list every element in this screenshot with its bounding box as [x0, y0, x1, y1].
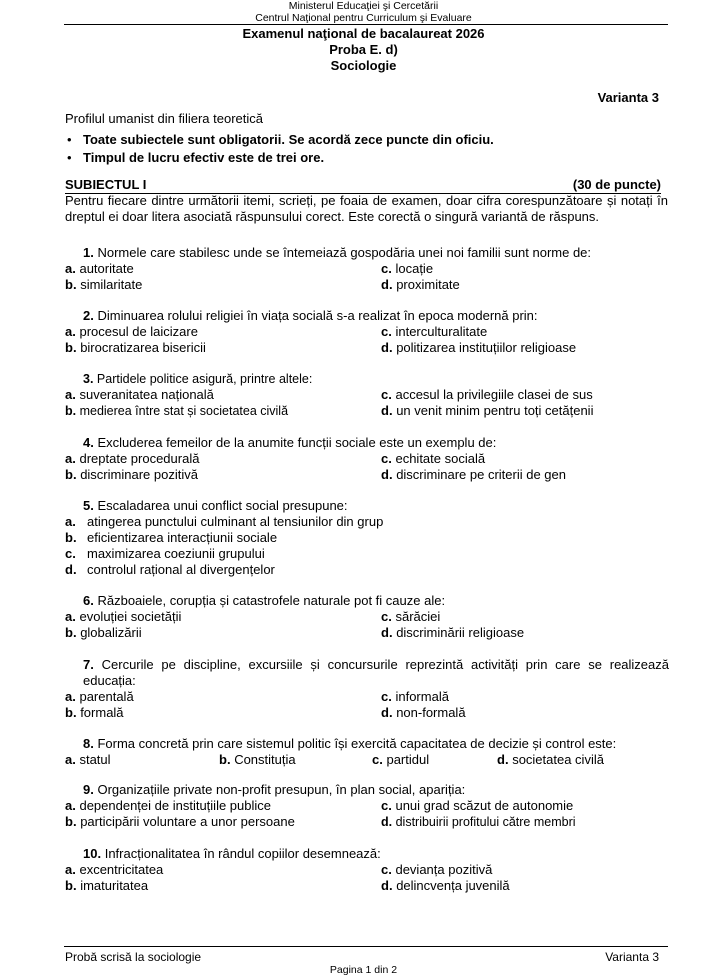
question-2 [65, 308, 669, 356]
section-heading [65, 177, 661, 194]
exam-proba: Proba E. d) [329, 42, 398, 57]
option-d: d. discriminării religioase [381, 625, 525, 640]
bullet-icon: • [67, 132, 72, 147]
option-a: a. dreptate procedurală [65, 451, 200, 466]
section-instructions: Pentru fiecare dintre următorii itemi, scrieți, pe foaia de examen, doar cifra corespunzătoare și notați în dreptul ei doar litera asociată răspunsului corect. Este corectă o singură variantă de răspuns. [65, 193, 668, 224]
exam-subject: Sociologie [330, 58, 397, 73]
question-stem: 10. Infracționalitatea în rândul copiilor desemnează: [83, 846, 381, 861]
option-a: a. suveranitatea națională [65, 387, 214, 402]
bullet-icon: • [67, 150, 72, 165]
question-stem: 5. Escaladarea unui conflict social presupune: [83, 498, 348, 513]
header-divider [64, 24, 668, 25]
section-points: (30 de puncte) [572, 177, 661, 192]
footer-variant: Varianta 3 [605, 950, 659, 964]
footer-divider [64, 946, 668, 947]
question-stem: 8. Forma concretă prin care sistemul politic își exercită capacitatea de decizie și control este: [83, 736, 617, 751]
question-9 [65, 782, 669, 830]
question-stem: 1. Normele care stabilesc unde se întemeiază gospodăria unei noi familii sunt norme de: [83, 245, 592, 260]
center-name: Centrul Naţional pentru Curriculum şi Evaluare [255, 12, 472, 24]
question-5 [65, 498, 669, 578]
question-4 [65, 435, 669, 483]
option-b: b. formală [65, 705, 124, 720]
option-a: a. procesul de laicizare [65, 324, 198, 339]
rules-list [65, 131, 494, 167]
question-7 [65, 657, 669, 721]
variant-label: Varianta 3 [597, 90, 659, 105]
option-c: c. devianța pozitivă [381, 862, 493, 877]
option-a: a. dependenței de instituțiile publice [65, 798, 271, 813]
option-c: c. accesul la privilegiile clasei de sus [381, 387, 593, 402]
question-8 [65, 736, 669, 768]
option-b: b. eficientizarea interacțiunii sociale [65, 530, 278, 545]
option-b: b. participării voluntare a unor persoane [65, 814, 295, 829]
section-title: SUBIECTUL I [65, 177, 147, 192]
footer-exam-name: Probă scrisă la sociologie [65, 950, 202, 964]
question-stem: 6. Războaiele, corupția și catastrofele naturale pot fi cauze ale: [83, 593, 446, 608]
option-a: a. autoritate [65, 261, 134, 276]
option-a: a. statul [65, 752, 111, 767]
page-number: Pagina 1 din 2 [329, 964, 398, 976]
option-b: b. globalizării [65, 625, 142, 640]
option-c: c. locație [381, 261, 434, 276]
question-10 [65, 846, 669, 894]
question-3 [65, 371, 669, 419]
option-a: a. parentală [65, 689, 134, 704]
option-d: d. politizarea instituțiilor religioase [381, 340, 577, 355]
rule-item: • Timpul de lucru efectiv este de trei ore. [67, 150, 325, 165]
option-c: c. maximizarea coeziunii grupului [65, 546, 265, 561]
question-stem: 3. Partidele politice asigură, printre altele: [83, 372, 313, 386]
option-b: b. birocratizarea bisericii [65, 340, 206, 355]
option-a: a. excentricitatea [65, 862, 164, 877]
option-c: c. sărăciei [381, 609, 441, 624]
option-d: d. distribuirii profitului către membri [381, 815, 576, 829]
ministry-name: Ministerul Educaţiei şi Cercetării [288, 0, 439, 12]
option-d: d. non-formală [381, 705, 466, 720]
question-6 [65, 593, 669, 641]
option-c: c. informală [381, 689, 449, 704]
question-stem: 4. Excluderea femeilor de la anumite funcții sociale este un exemplu de: [83, 435, 497, 450]
option-b: b. discriminare pozitivă [65, 467, 198, 482]
option-d: d. proximitate [381, 277, 460, 292]
profile-text: Profilul umanist din filiera teoretică [65, 111, 263, 126]
exam-title: Examenul naţional de bacalaureat 2026 [242, 26, 485, 41]
option-d: d. un venit minim pentru toți cetățenii [381, 403, 594, 418]
option-d: d. controlul rațional al divergențelor [65, 562, 275, 577]
question-stem: 7. Cercurile pe discipline, excursiile și concursurile reprezintă activități prin care se realizează educația: [83, 657, 669, 688]
option-b: b. Constituția [219, 752, 296, 767]
option-c: c. partidul [372, 752, 430, 767]
option-d: d. delincvența juvenilă [381, 878, 510, 893]
question-stem: 2. Diminuarea rolului religiei în viața socială s-a realizat în epoca modernă prin: [83, 308, 538, 323]
option-a: a. atingerea punctului culminant al tensiunilor din grup [65, 514, 384, 529]
option-c: c. unui grad scăzut de autonomie [381, 798, 574, 813]
question-1 [65, 245, 669, 293]
option-c: c. echitate socială [381, 451, 486, 466]
option-a: a. evoluției societății [65, 609, 182, 624]
option-b: b. medierea între stat și societatea civilă [65, 404, 289, 418]
option-d: d. societatea civilă [497, 752, 604, 767]
option-c: c. interculturalitate [381, 324, 488, 339]
rule-item: • Toate subiectele sunt obligatorii. Se acordă zece puncte din oficiu. [67, 132, 494, 147]
option-b: b. similaritate [65, 277, 143, 292]
option-b: b. imaturitatea [65, 878, 149, 893]
question-stem: 9. Organizațiile private non-profit presupun, în plan social, apariția: [83, 782, 466, 797]
option-d: d. discriminare pe criterii de gen [381, 467, 566, 482]
